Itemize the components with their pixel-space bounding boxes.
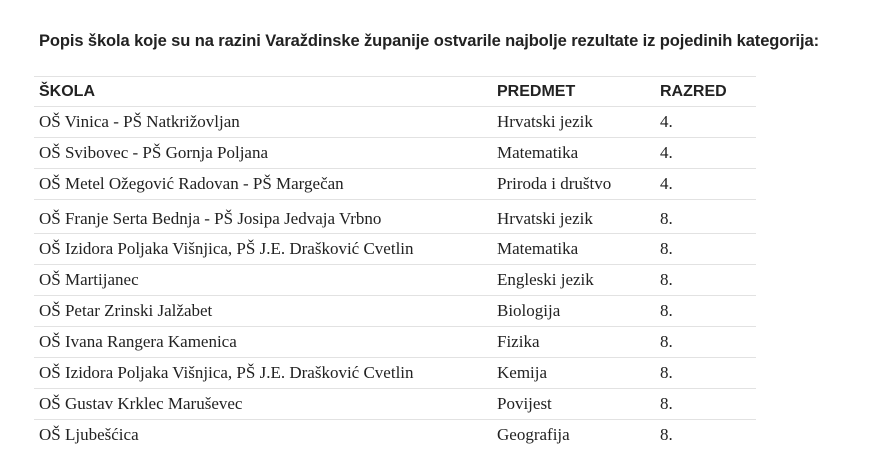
table-row (34, 234, 756, 265)
grade-cell: 8. (660, 208, 673, 228)
subject-cell: Fizika (497, 332, 540, 351)
table-header-row (34, 77, 756, 107)
subject-cell: Priroda i društvo (497, 174, 612, 193)
school-cell: OŠ Franje Serta Bednja - PŠ Josipa Jedvaja Vrbno (39, 208, 382, 228)
school-cell: OŠ Petar Zrinski Jalžabet (39, 301, 213, 320)
grade-cell: 8. (660, 270, 673, 289)
subject-cell: Kemija (497, 363, 548, 382)
table-row (34, 107, 756, 138)
school-cell: OŠ Vinica - PŠ Natkrižovljan (39, 112, 240, 131)
grade-cell: 8. (660, 425, 673, 444)
table-row (34, 296, 756, 327)
page-heading: Popis škola koje su na razini Varaždinske županije ostvarile najbolje rezultate iz pojedinih kategorija: (39, 32, 819, 50)
school-cell: OŠ Martijanec (39, 270, 139, 289)
column-header-razred: RAZRED (660, 82, 727, 100)
subject-cell: Matematika (497, 143, 579, 162)
subject-cell: Engleski jezik (497, 270, 594, 289)
grade-cell: 8. (660, 239, 673, 258)
table-row (34, 200, 756, 234)
subject-cell: Hrvatski jezik (497, 208, 593, 228)
grade-cell: 8. (660, 363, 673, 382)
table-row (34, 327, 756, 358)
school-cell: OŠ Ljubešćica (39, 425, 139, 444)
table-row (34, 389, 756, 420)
grade-cell: 4. (660, 143, 673, 162)
subject-cell: Hrvatski jezik (497, 112, 593, 131)
school-cell: OŠ Ivana Rangera Kamenica (39, 332, 237, 351)
grade-cell: 4. (660, 174, 673, 193)
subject-cell: Povijest (497, 394, 552, 413)
subject-cell: Biologija (497, 301, 561, 320)
table-row (34, 138, 756, 169)
table-row (34, 169, 756, 200)
subject-cell: Geografija (497, 425, 570, 444)
grade-cell: 4. (660, 112, 673, 131)
table-row (34, 265, 756, 296)
school-cell: OŠ Izidora Poljaka Višnjica, PŠ J.E. Drašković Cvetlin (39, 239, 414, 258)
column-header-skola: ŠKOLA (39, 82, 95, 100)
results-table (34, 76, 756, 450)
grade-cell: 8. (660, 332, 673, 351)
school-cell: OŠ Svibovec - PŠ Gornja Poljana (39, 143, 269, 162)
grade-cell: 8. (660, 394, 673, 413)
column-header-predmet: PREDMET (497, 82, 576, 100)
grade-cell: 8. (660, 301, 673, 320)
subject-cell: Matematika (497, 239, 579, 258)
school-cell: OŠ Metel Ožegović Radovan - PŠ Margečan (39, 174, 344, 193)
school-cell: OŠ Gustav Krklec Maruševec (39, 394, 243, 413)
school-cell: OŠ Izidora Poljaka Višnjica, PŠ J.E. Drašković Cvetlin (39, 363, 414, 382)
table-row (34, 358, 756, 389)
table-row (34, 420, 756, 450)
